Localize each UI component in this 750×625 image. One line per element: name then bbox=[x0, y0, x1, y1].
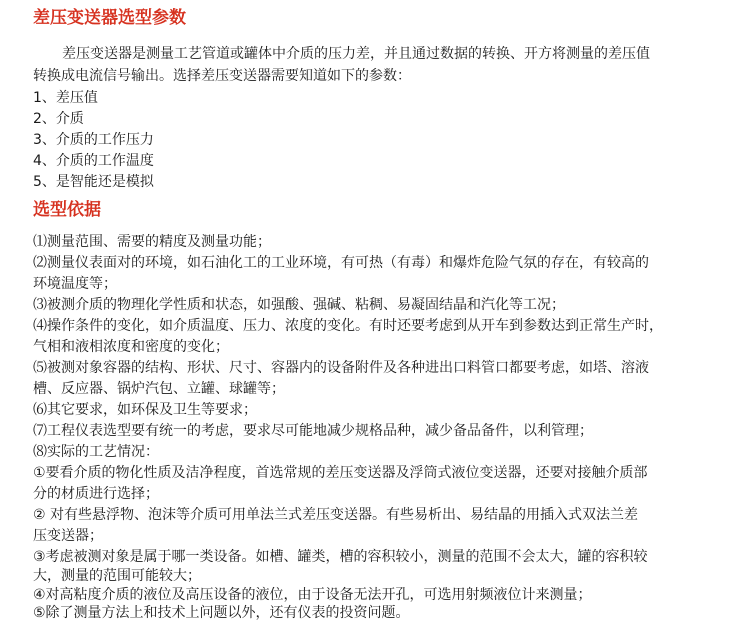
basis-line: ② 对有些悬浮物、泡沫等介质可用单法兰式差压变送器。有些易析出、易结晶的用插入式双法兰差 bbox=[33, 507, 638, 523]
basis-line: ①要看介质的物化性质及洁净程度，首选常规的差压变送器及浮筒式液位变送器，还要对接触介质部 bbox=[33, 465, 648, 481]
basis-line: ③考虑被测对象是属于哪一类设备。如槽、罐类，槽的容积较小，测量的范围不会太大，罐的容积较 bbox=[33, 549, 648, 565]
basis-line: ④对高粘度介质的液位及高压设备的液位，由于设备无法开孔，可选用射频液位计来测量； bbox=[33, 587, 592, 603]
basis-line: ⑤除了测量方法上和技术上问题以外，还有仪表的投资问题。 bbox=[33, 605, 410, 621]
basis-line: ⑶被测介质的物理化学性质和状态，如强酸、强碱、粘稠、易凝固结晶和汽化等工况； bbox=[33, 297, 565, 313]
basis-line: 气相和液相浓度和密度的变化； bbox=[33, 339, 229, 355]
intro-line-2: 转换成电流信号输出。选择差压变送器需要知道如下的参数： bbox=[33, 68, 411, 84]
basis-line: ⑻实际的工艺情况： bbox=[33, 444, 159, 460]
basis-line: ⑷操作条件的变化，如介质温度、压力、浓度的变化。有时还要考虑到从开车到参数达到正常生产时， bbox=[33, 318, 663, 334]
basis-line: 槽、反应器、锅炉汽包、立罐、球罐等； bbox=[33, 381, 285, 397]
basis-line: ⑵测量仪表面对的环境，如石油化工的工业环境，有可热（有毒）和爆炸危险气氛的存在，有较高的 bbox=[33, 255, 649, 271]
basis-line: ⑴测量范围、需要的精度及测量功能； bbox=[33, 234, 271, 250]
param-item: 3、介质的工作压力 bbox=[33, 132, 154, 148]
basis-line: 环境温度等； bbox=[33, 276, 117, 292]
param-item: 2、介质 bbox=[33, 111, 84, 127]
basis-line: ⑺工程仪表选型要有统一的考虑，要求尽可能地减少规格品种，减少备品备件，以利管理； bbox=[33, 423, 593, 439]
param-item: 1、差压值 bbox=[33, 90, 98, 106]
param-item: 5、是智能还是模拟 bbox=[33, 174, 154, 190]
basis-line: ⑸被测对象容器的结构、形状、尺寸、容器内的设备附件及各种进出口料管口都要考虑，如塔、溶液 bbox=[33, 360, 649, 376]
param-item: 4、介质的工作温度 bbox=[33, 153, 154, 169]
basis-line: ⑹其它要求，如环保及卫生等要求； bbox=[33, 402, 257, 418]
basis-line: 分的材质进行选择； bbox=[33, 486, 159, 502]
section-title-basis: 选型依据 bbox=[33, 200, 101, 220]
page-title: 差压变送器选型参数 bbox=[33, 8, 186, 28]
intro-line-1: 差压变送器是测量工艺管道或罐体中介质的压力差，并且通过数据的转换、开方将测量的差压值 bbox=[62, 46, 650, 62]
basis-line: 大，测量的范围可能较大； bbox=[33, 568, 201, 584]
basis-line: 压变送器； bbox=[33, 528, 103, 544]
